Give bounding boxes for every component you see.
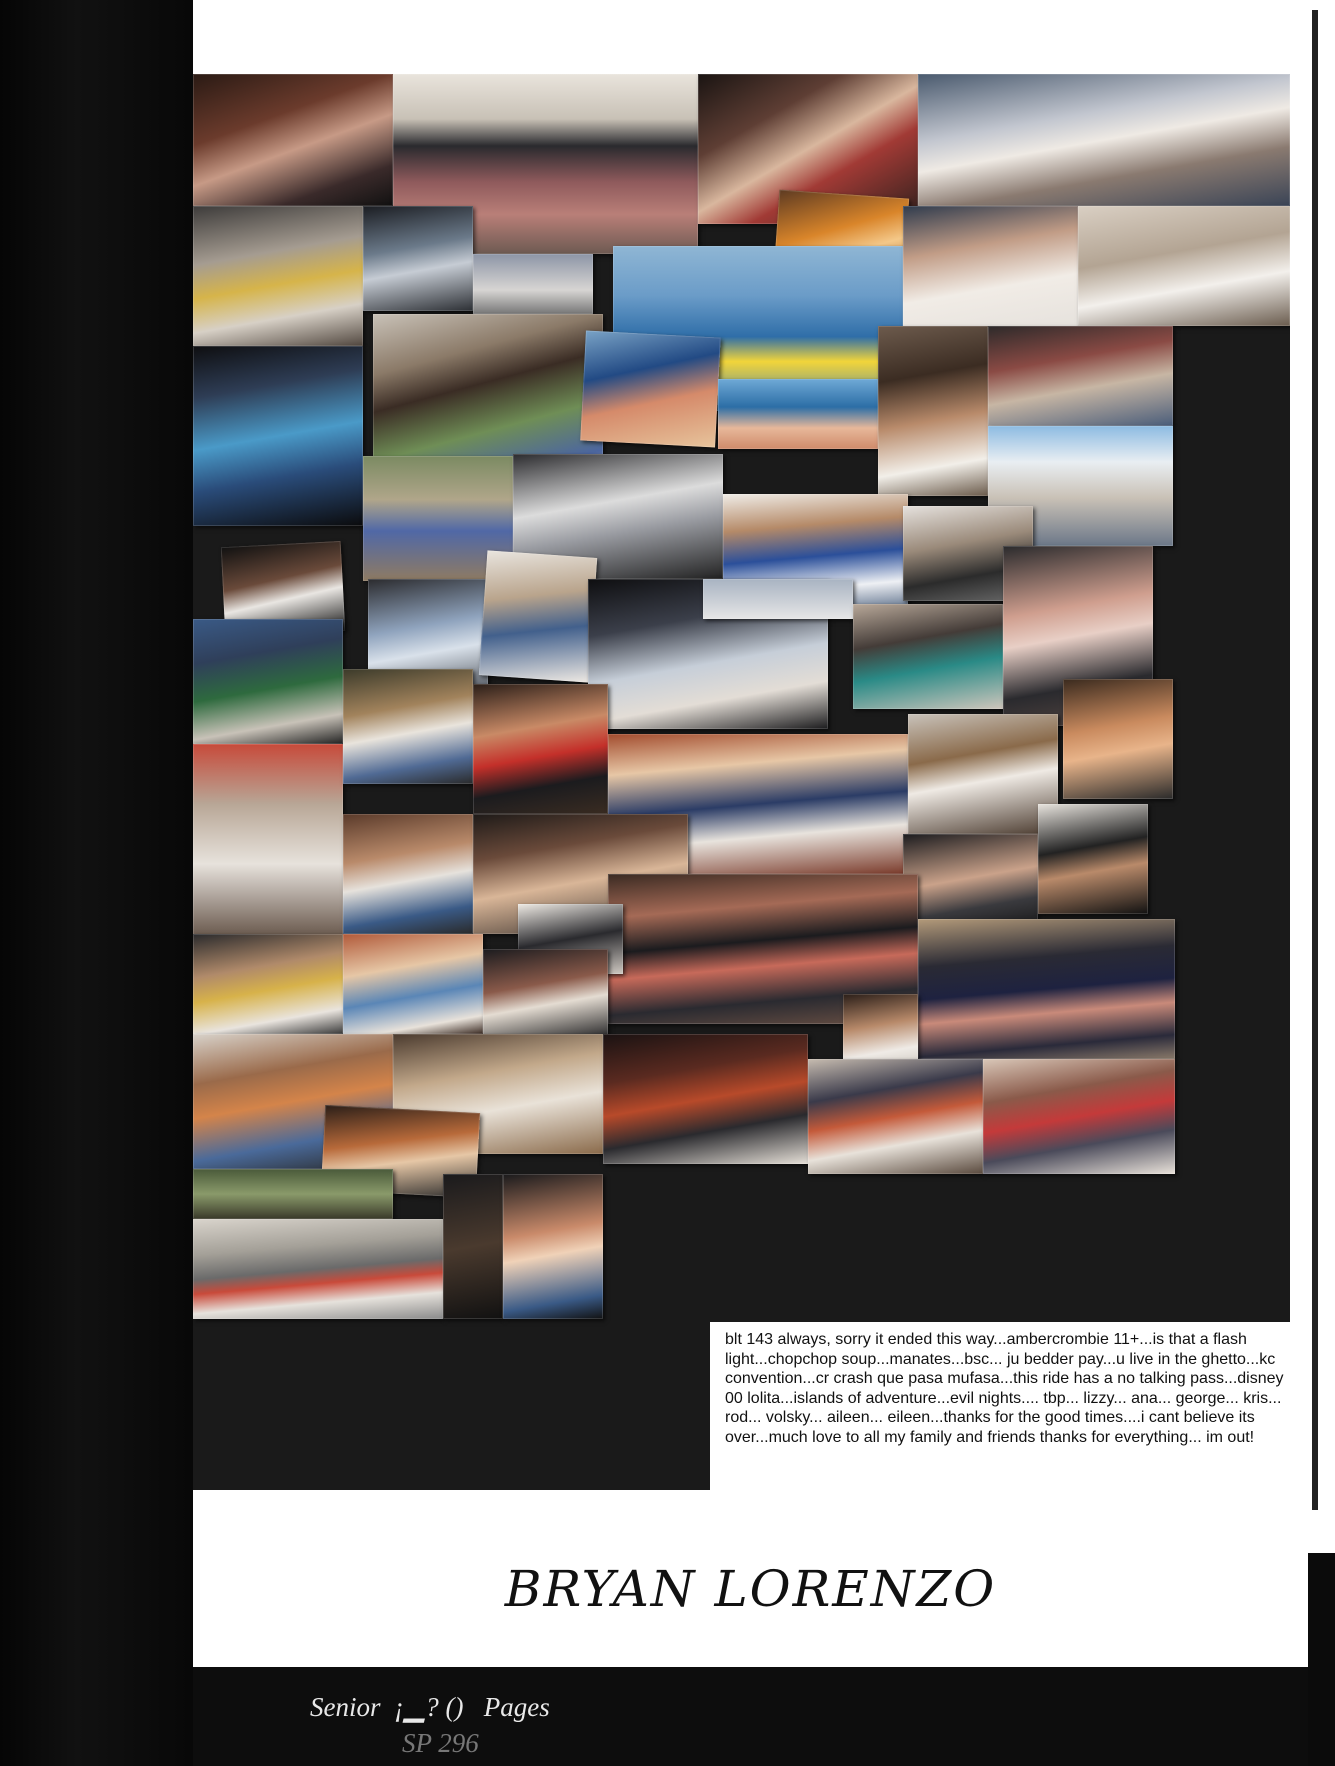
photo-mom-son <box>903 206 1078 326</box>
photo-collage <box>193 74 1290 1490</box>
photo-couple-dark <box>1038 804 1148 914</box>
right-edge-line <box>1312 10 1318 1510</box>
top-margin <box>193 0 1308 10</box>
right-edge-block <box>1308 1553 1335 1766</box>
photo-dark-guy <box>443 1174 503 1319</box>
photo-elderly-couple <box>853 604 1003 709</box>
photo-two-women <box>343 669 473 784</box>
photo-cake-party <box>908 714 1058 834</box>
photo-christmas-tree <box>193 619 343 744</box>
footer-page-number: SP 296 <box>402 1728 479 1758</box>
photo-boy-sunglasses <box>1063 679 1173 799</box>
photo-dinner-table <box>193 934 343 1034</box>
footer-section-label: Senior ¡▁? () Pages <box>310 1692 550 1722</box>
photo-girls-group <box>483 949 608 1039</box>
photo-club-night <box>603 1034 808 1164</box>
photo-girls-beach <box>718 379 878 449</box>
photo-grandmother-boy <box>193 206 363 346</box>
photo-teens-tshirts <box>918 74 1290 206</box>
photo-family-table <box>343 934 483 1034</box>
senior-name: BRYAN LORENZO <box>504 1560 997 1618</box>
photo-prom-group-two <box>918 919 1175 1059</box>
photo-guy-outdoor-trees <box>193 1169 393 1219</box>
photo-couple-room <box>1078 206 1290 326</box>
left-black-border <box>0 0 193 1766</box>
photo-grandfather <box>343 814 473 934</box>
photo-couple-hug <box>878 326 988 496</box>
photo-laughing-face <box>503 1174 603 1319</box>
photo-staircase-group <box>983 1059 1175 1174</box>
photo-guys-dark <box>363 206 473 311</box>
senior-caption: blt 143 always, sorry it ended this way...ambercrombie 11+...is that a flash light...chopchop soup...manates...bsc... ju bedder pay...u live in the ghetto...kc convention...cr crash que pasa mufasa...this ride has a no talking pass...disney 00 lolita...islands of adventure...evil nights.... tbp... lizzy... ana... george... kris... rod... volsky... aileen... eileen...thanks for the good times....i cant believe its over...much love to all my family and friends thanks for everything... im out! <box>725 1331 1284 1446</box>
photo-family-reunion <box>808 1059 983 1174</box>
photo-stairs-big-group <box>193 1219 443 1319</box>
photo-beach-friends <box>580 331 721 448</box>
photo-family-kids <box>988 326 1173 426</box>
right-border <box>1308 0 1335 1766</box>
photo-prom-couple <box>473 684 608 814</box>
photo-group-friends-night <box>193 74 393 206</box>
photo-car-street <box>473 254 593 314</box>
photo-mall-balcony <box>193 744 343 944</box>
photo-desk-study <box>479 550 597 682</box>
photo-baby-held <box>193 346 363 526</box>
photo-parked-car <box>703 579 853 619</box>
